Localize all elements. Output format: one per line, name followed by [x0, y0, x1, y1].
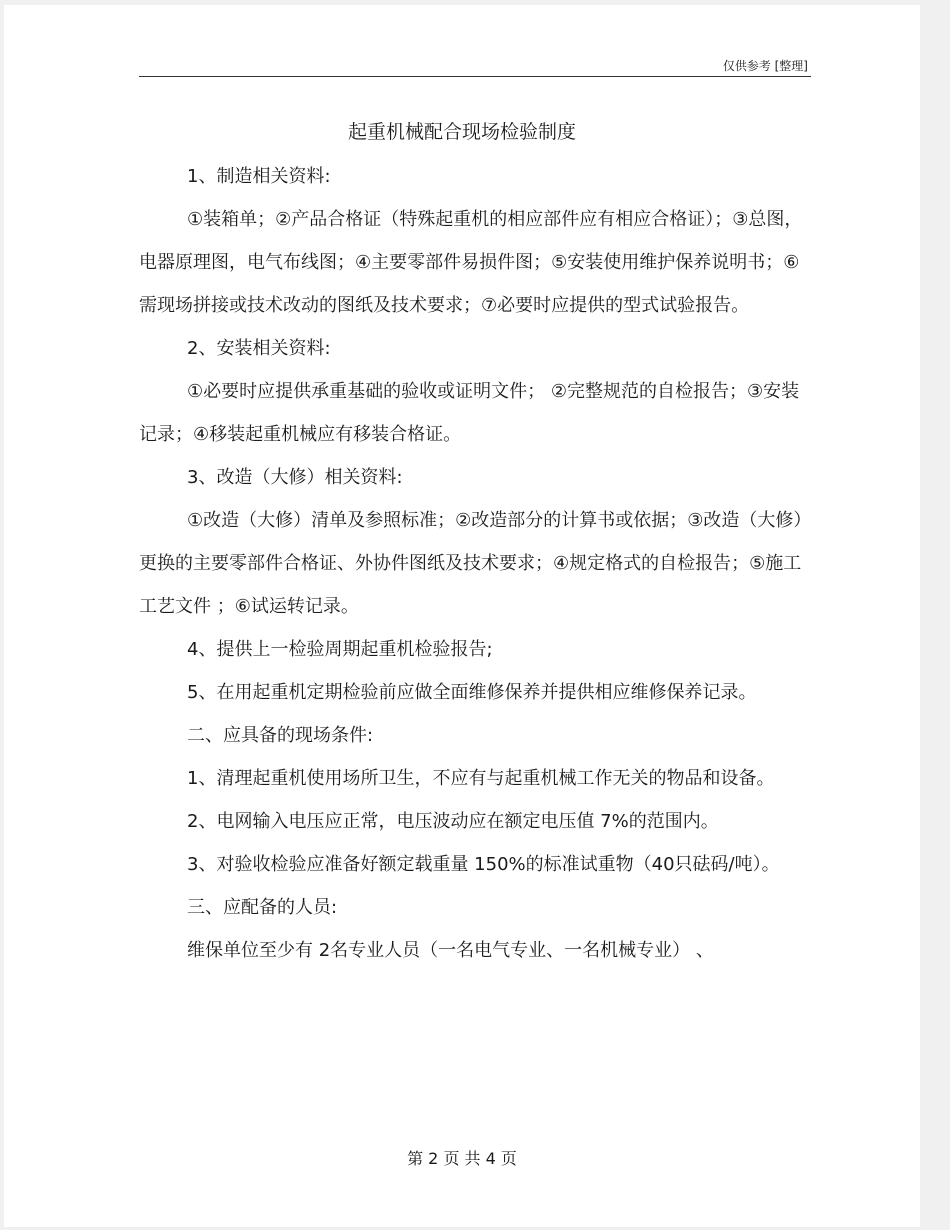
- section-heading: 二、应具备的现场条件:: [187, 725, 374, 746]
- paragraph: 5、在用起重机定期检验前应做全面维修保养并提供相应维修保养记录。: [187, 682, 757, 703]
- paragraph: 2、安装相关资料:: [187, 338, 331, 359]
- paragraph: 3、对验收检验应准备好额定载重量 150%的标准试重物（40只砝码/吨）。: [187, 854, 780, 875]
- document-title: 起重机械配合现场检验制度: [347, 121, 576, 143]
- paragraph: ①必要时应提供承重基础的验收或证明文件； ②完整规范的自检报告；③安装记录；④移装起重机械应有移装合格证。: [139, 381, 800, 445]
- header-note: 仅供参考 [整理]: [722, 59, 808, 73]
- paragraph: 3、改造（大修）相关资料:: [187, 467, 403, 488]
- paragraph: 2、电网输入电压应正常，电压波动应在额定电压值 7%的范围内。: [187, 811, 719, 832]
- page-footer: 第 2 页 共 4 页: [407, 1149, 517, 1168]
- document-body: [139, 155, 811, 972]
- document-page: [4, 5, 920, 1227]
- paragraph: 维保单位至少有 2名专业人员（一名电气专业、一名机械专业） 、: [187, 940, 714, 961]
- paragraph: 4、提供上一检验周期起重机检验报告;: [187, 639, 493, 660]
- paragraph: 1、制造相关资料:: [187, 166, 331, 187]
- header-rule: [139, 76, 811, 77]
- paragraph: ①装箱单；②产品合格证（特殊起重机的相应部件应有相应合格证）；③总图，电器原理图，电气布线图；④主要零部件易损件图；⑤安装使用维护保养说明书；⑥需现场拼接或技术改动的图纸及技术要求；⑦必要时应提供的型式试验报告。: [139, 209, 803, 316]
- paragraph: ①改造（大修）清单及参照标准；②改造部分的计算书或依据；③改造（大修）更换的主要零部件合格证、外协件图纸及技术要求；④规定格式的自检报告；⑤施工工艺文件 ；⑥试运转记录。: [139, 510, 803, 617]
- section-heading: 三、应配备的人员:: [187, 897, 338, 918]
- paragraph: 1、清理起重机使用场所卫生，不应有与起重机械工作无关的物品和设备。: [187, 768, 775, 789]
